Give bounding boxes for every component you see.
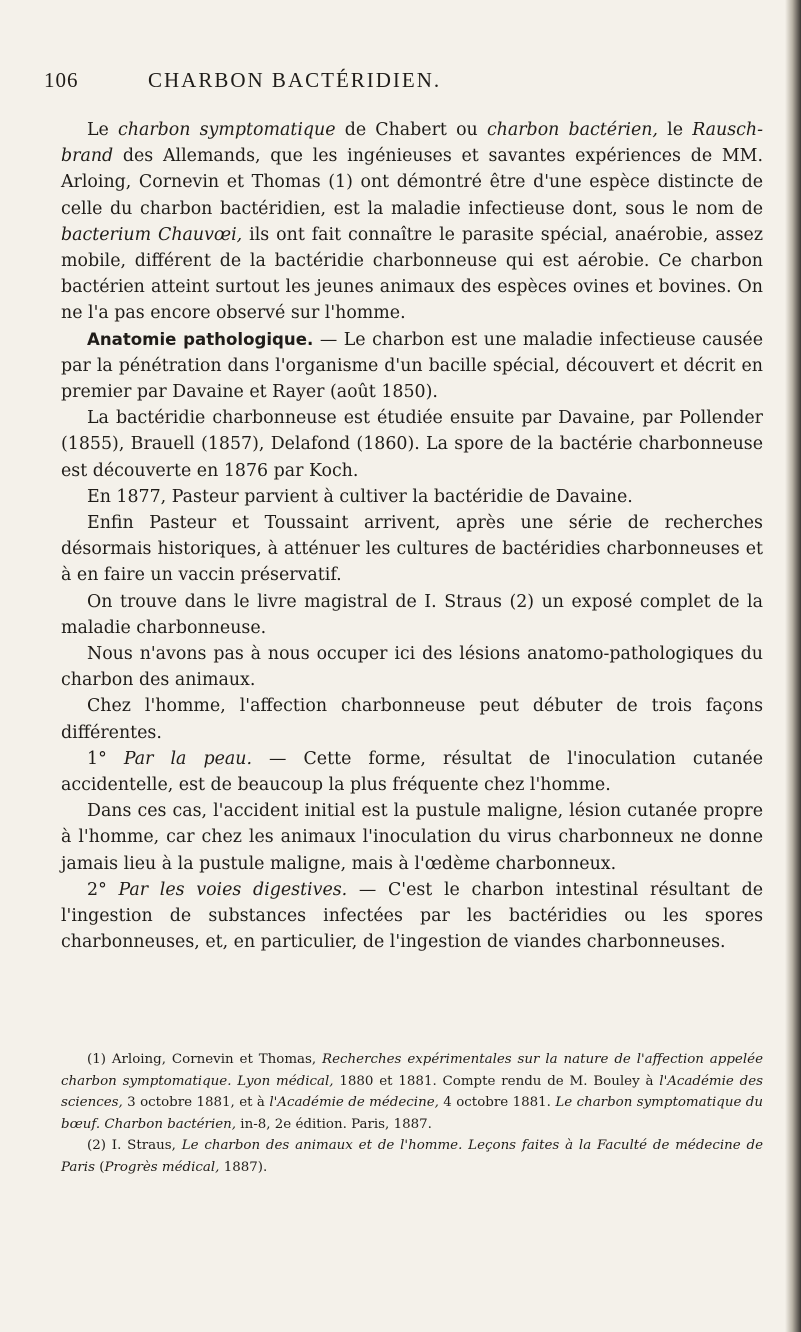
page-number: 106	[44, 68, 79, 92]
body-text	[61, 117, 763, 956]
section-heading: Anatomie pathologique.	[87, 329, 314, 349]
footnote-1: (1) Arloing, Cornevin et Thomas, Recherches expérimentales sur la nature de l'affection appelée charbon symptomatique. Lyon médical, 1880 et 1881. Compte rendu de M. Bouley à l'Académie des sciences, 3 octobre 1881, et à l'Académie de médecine, 4 octobre 1881. Le charbon symptomatique du bœuf. Charbon bactérien, in-8, 2e édition. Paris, 1887.	[61, 1052, 763, 1132]
page-header	[44, 68, 764, 102]
paragraph-voies-digestives: 2° Par les voies digestives. — C'est le charbon intestinal résultant de l'ingestion de substances infectées par les bactéridies ou les spores charbonneuses, et, en particulier, de l'ingestion de viandes charbonneuses.	[61, 879, 763, 953]
paragraph: La bactéridie charbonneuse est étudiée ensuite par Davaine, par Pollender (1855), Brauell (1857), Delafond (1860). La spore de la bactérie charbonneuse est découverte en 1876 par Koch.	[61, 408, 763, 481]
page-edge-shadow	[785, 0, 801, 1332]
paragraph-anatomie-pathologique: Anatomie pathologique. — Le charbon est une maladie infectieuse causée par la pénétration dans l'organisme d'un bacille spécial, découvert et décrit en premier par Davaine et Rayer (août 1850).	[61, 329, 764, 403]
running-title: CHARBON BACTÉRIDIEN.	[148, 68, 442, 92]
paragraph: Enfin Pasteur et Toussaint arrivent, après une série de recherches désormais historiques, à atténuer les cultures de bactéridies charbonneuses et à en faire un vaccin préservatif.	[61, 513, 763, 586]
footnotes	[61, 1049, 763, 1179]
paragraph: Nous n'avons pas à nous occuper ici des lésions anatomo-pathologiques du charbon des animaux.	[61, 644, 763, 691]
paragraph: On trouve dans le livre magistral de I. Straus (2) un exposé complet de la maladie charbonneuse.	[61, 591, 763, 638]
paragraph: Dans ces cas, l'accident initial est la pustule maligne, lésion cutanée propre à l'homme, car chez les animaux l'inoculation du virus charbonneux ne donne jamais lieu à la pustule maligne, mais à l'œdème charbonneux.	[61, 801, 763, 874]
paragraph-par-la-peau: 1° Par la peau. — Cette forme, résultat de l'inoculation cutanée accidentelle, est de beaucoup la plus fréquente chez l'homme.	[61, 748, 763, 796]
paragraph: En 1877, Pasteur parvient à cultiver la bactéridie de Davaine.	[87, 486, 633, 507]
paragraph: Chez l'homme, l'affection charbonneuse peut débuter de trois façons différentes.	[61, 696, 763, 743]
paragraph-charbon-symptomatique: Le charbon symptomatique de Chabert ou charbon bactérien, le Rausch-brand des Allemands, que les ingénieuses et savantes expériences de MM. Arloing, Cornevin et Thomas (1) ont démontré être d'une espèce distincte de celle du charbon bactéridien, est la maladie infectieuse dont, sous le nom de bacterium Chauvœi, ils ont fait connaître le parasite spécial, anaérobie, assez mobile, différent de la bactéridie charbonneuse qui est aérobie. Ce charbon bactérien atteint surtout les jeunes animaux des espèces ovines et bovines. On ne l'a pas encore observé sur l'homme.	[61, 120, 763, 324]
footnote-2: (2) I. Straus, Le charbon des animaux et de l'homme. Leçons faites à la Faculté de médecine de Paris (Progrès médical, 1887).	[61, 1138, 763, 1175]
